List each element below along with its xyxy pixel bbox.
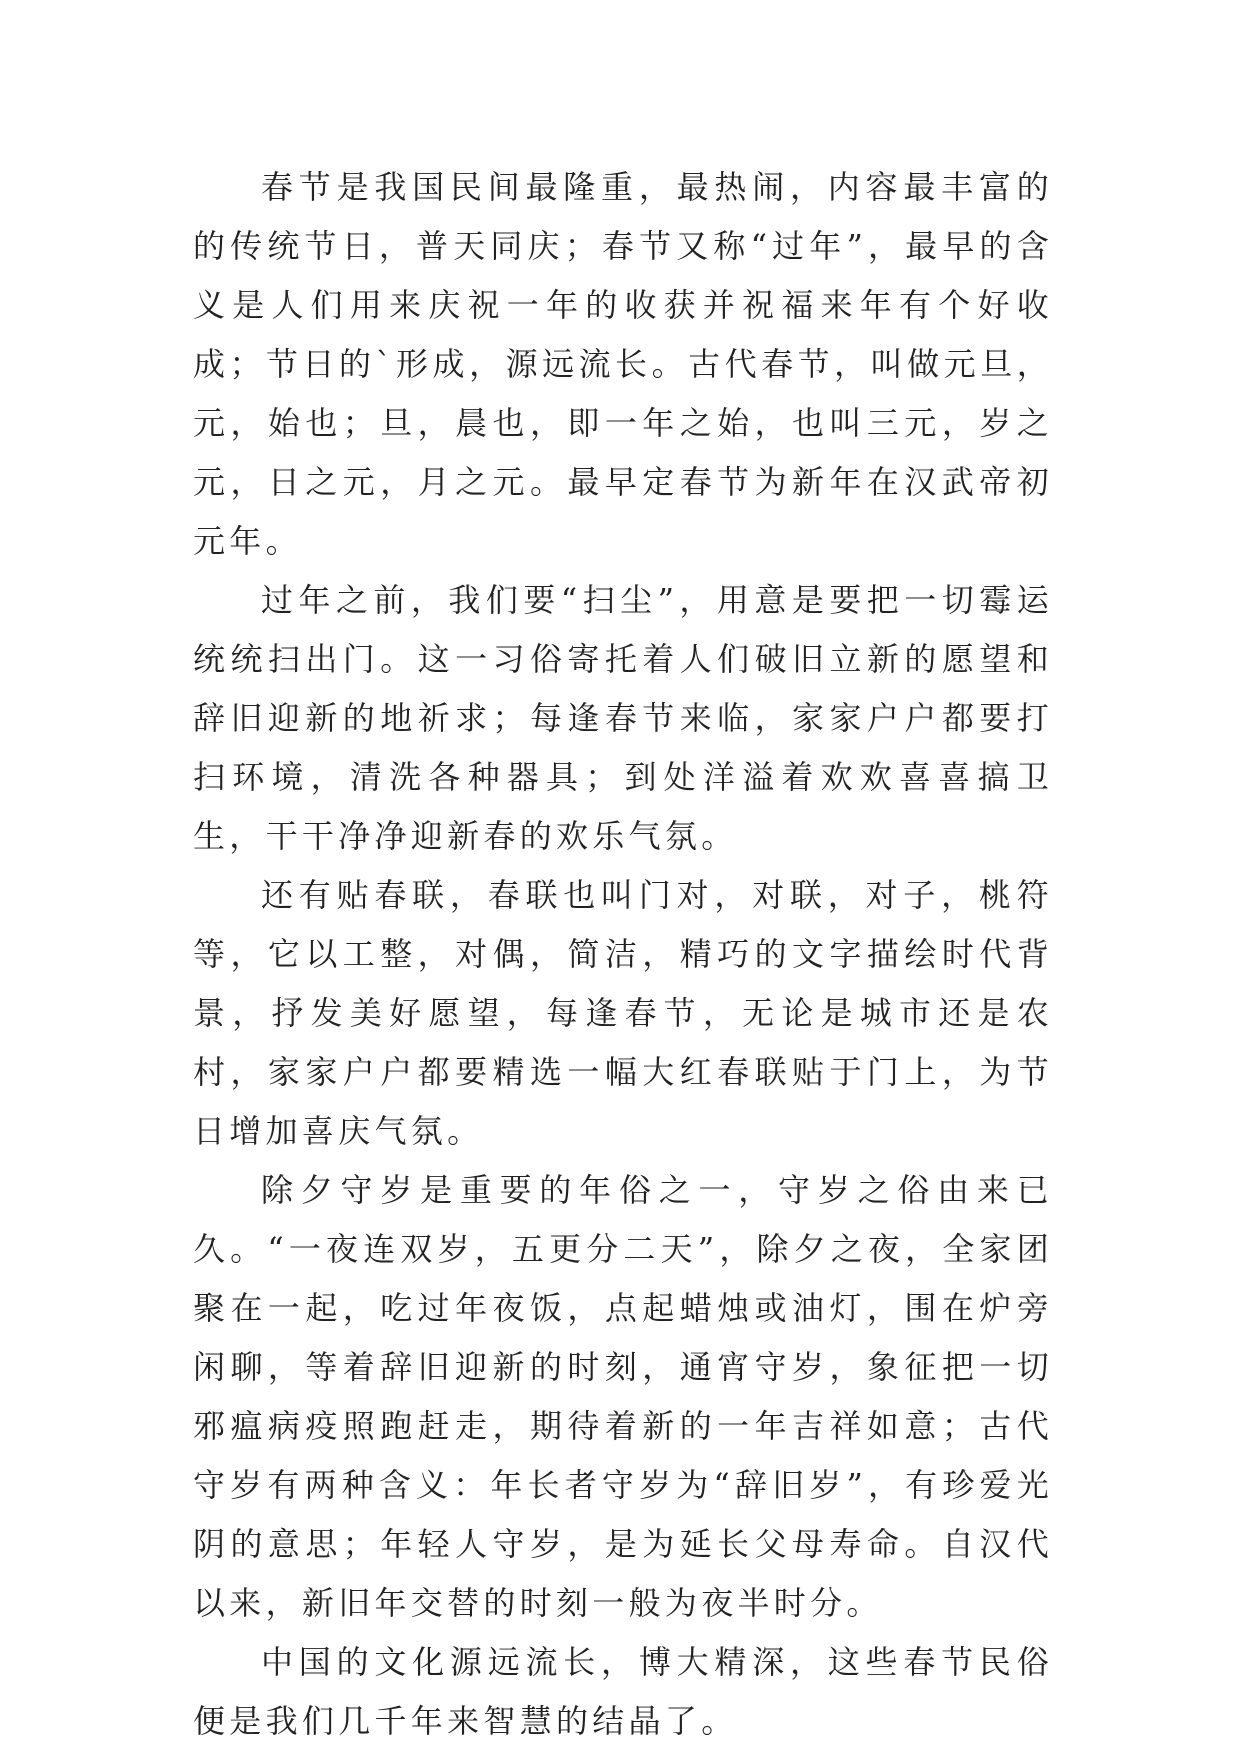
paragraph-spring-couplets: 还有贴春联，春联也叫门对，对联，对子，桃符等，它以工整，对偶，简洁，精巧的文字描绘时代背景，抒发美好愿望，每逢春节，无论是城市还是农村，家家户户都要精选一幅大红春联贴于门上，为节日增加喜庆气氛。: [193, 876, 1053, 1150]
paragraph-conclusion: 中国的文化源远流长，博大精深，这些春节民俗便是我们几千年来智慧的结晶了。: [193, 1643, 1053, 1740]
document-body: [193, 158, 1053, 1751]
paragraph-new-years-eve-vigil: 除夕守岁是重要的年俗之一，守岁之俗由来已久。“一夜连双岁，五更分二天”，除夕之夜，全家团聚在一起，吃过年夜饭，点起蜡烛或油灯，围在炉旁闲聊，等着辞旧迎新的时刻，通宵守岁，象征把一切邪瘟病疫照跑赶走，期待着新的一年吉祥如意；古代守岁有两种含义：年长者守岁为“辞旧岁”，有珍爱光阴的意思；年轻人守岁，是为延长父母寿命。自汉代以来，新旧年交替的时刻一般为夜半时分。: [193, 1171, 1053, 1622]
paragraph-sweeping-dust: 过年之前，我们要“扫尘”，用意是要把一切霉运统统扫出门。这一习俗寄托着人们破旧立新的愿望和辞旧迎新的地祈求；每逢春节来临，家家户户都要打扫环境，清洗各种器具；到处洋溢着欢欢喜喜搞卫生，干干净净迎新春的欢乐气氛。: [193, 581, 1053, 855]
paragraph-spring-festival-intro: 春节是我国民间最隆重，最热闹，内容最丰富的的传统节日，普天同庆；春节又称“过年”，最早的含义是人们用来庆祝一年的收获并祝福来年有个好收成；节日的`形成，源远流长。古代春节，叫做元旦，元，始也；旦，晨也，即一年之始，也叫三元，岁之元，日之元，月之元。最早定春节为新年在汉武帝初元年。: [193, 168, 1053, 560]
